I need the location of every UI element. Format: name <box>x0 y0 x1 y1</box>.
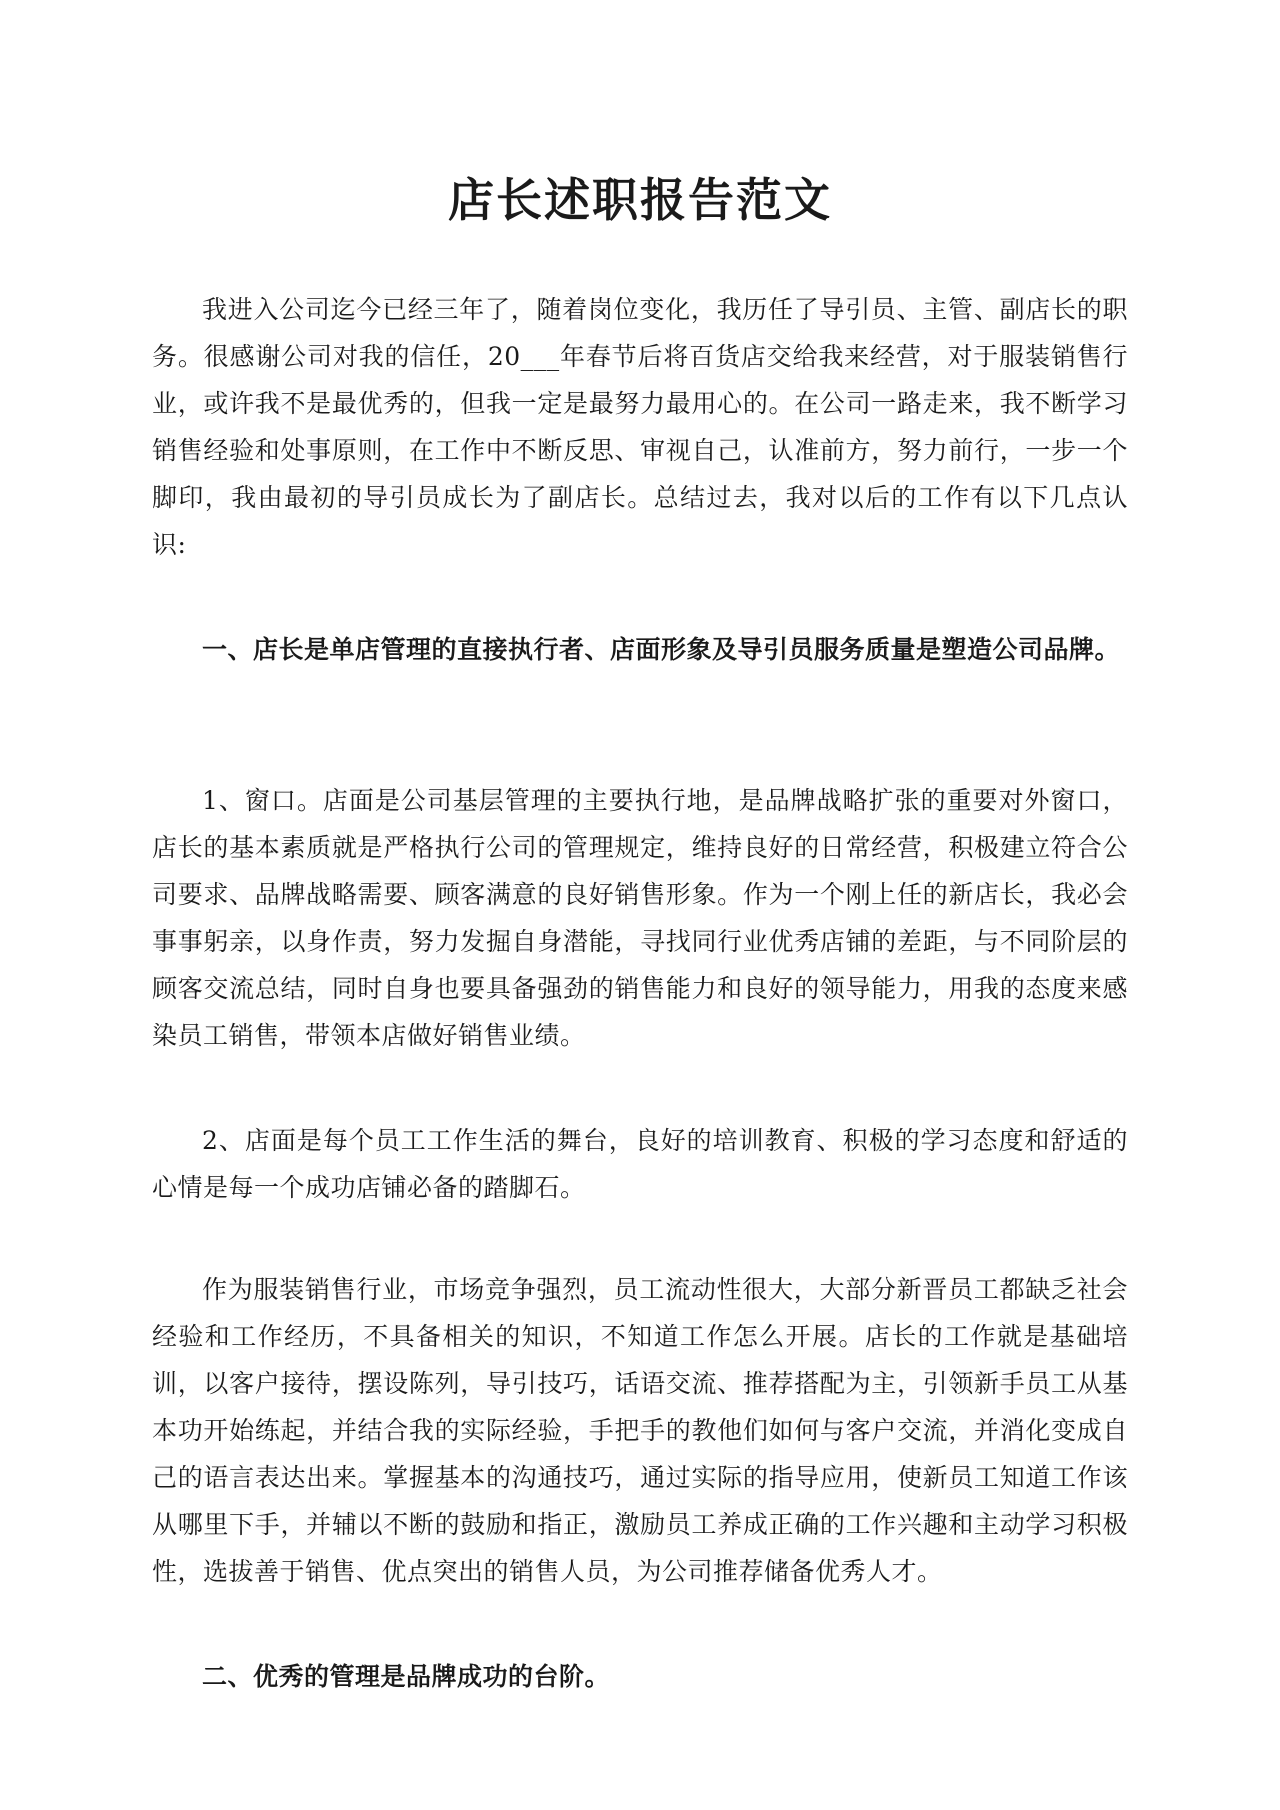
intro-paragraph: 我进入公司迄今已经三年了，随着岗位变化，我历任了导引员、主管、副店长的职务。很感谢公司对我的信任，20___年春节后将百货店交给我来经营，对于服装销售行业，或许我不是最优秀的，但我一定是最努力最用心的。在公司一路走来，我不断学习销售经验和处事原则，在工作中不断反思、审视自己，认准前方，努力前行，一步一个脚印，我由最初的导引员成长为了副店长。总结过去，我对以后的工作有以下几点认识: <box>152 295 1128 559</box>
section-1-heading: 一、店长是单店管理的直接执行者、店面形象及导引员服务质量是塑造公司品牌。 <box>202 635 1121 664</box>
point-2-paragraph: 2、店面是每个员工工作生活的舞台，良好的培训教育、积极的学习态度和舒适的心情是每一个成功店铺必备的踏脚石。 <box>152 1126 1128 1202</box>
section-2-heading: 二、优秀的管理是品牌成功的台阶。 <box>202 1662 611 1691</box>
point-1-paragraph: 1、窗口。店面是公司基层管理的主要执行地，是品牌战略扩张的重要对外窗口，店长的基本素质就是严格执行公司的管理规定，维持良好的日常经营，积极建立符合公司要求、品牌战略需要、顾客满意的良好销售形象。作为一个刚上任的新店长，我必会事事躬亲，以身作责，努力发掘自身潜能，寻找同行业优秀店铺的差距，与不同阶层的顾客交流总结，同时自身也要具备强劲的销售能力和良好的领导能力，用我的态度来感染员工销售，带领本店做好销售业绩。 <box>152 786 1128 1050</box>
training-paragraph: 作为服装销售行业，市场竞争强烈，员工流动性很大，大部分新晋员工都缺乏社会经验和工作经历，不具备相关的知识，不知道工作怎么开展。店长的工作就是基础培训，以客户接待，摆设陈列，导引技巧，话语交流、推荐搭配为主，引领新手员工从基本功开始练起，并结合我的实际经验，手把手的教他们如何与客户交流，并消化变成自己的语言表达出来。掌握基本的沟通技巧，通过实际的指导应用，使新员工知道工作该从哪里下手，并辅以不断的鼓励和指正，激励员工养成正确的工作兴趣和主动学习积极性，选拔善于销售、优点突出的销售人员，为公司推荐储备优秀人才。 <box>152 1275 1128 1586</box>
document-title: 店长述职报告范文 <box>448 173 832 227</box>
